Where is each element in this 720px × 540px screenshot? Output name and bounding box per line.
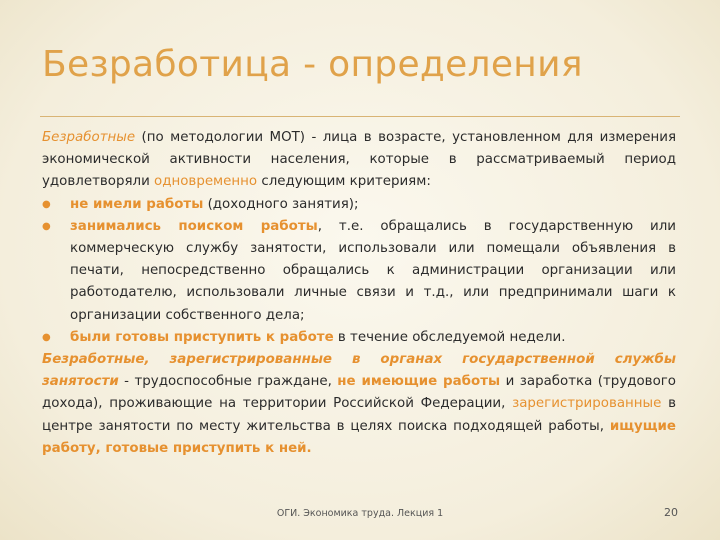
second-paragraph [42, 349, 676, 460]
list-item [42, 327, 676, 349]
bullet-text: , т.е. обращались в государственную или коммерческую службу занятости, использовали или помещали объявления в печати, непосредственно обращались к администрации организации или работодателю, использовали личные связи и т.д., или предпринимали шаги к организации собственного дела; [70, 218, 676, 323]
second-text-1: - трудоспособные граждане, [118, 374, 338, 390]
bullet-text: в течение обследуемой недели. [333, 329, 566, 345]
second-highlight-3: ищущие работу, готовые приступить к ней. [42, 418, 676, 456]
bullet-highlight: были готовы приступить к работе [70, 329, 334, 345]
bullet-icon: ● [42, 331, 51, 343]
list-item [42, 194, 676, 216]
intro-paragraph [42, 127, 676, 194]
second-highlight-1: не имеющие работы [337, 374, 501, 390]
bullet-icon: ● [42, 198, 51, 210]
second-text-3: в центре занятости по месту жительства в целях поиска подходящей работы, [42, 396, 676, 434]
intro-term: Безработные [42, 130, 136, 145]
bullet-icon: ● [42, 220, 51, 232]
slide-footer: ОГИ. Экономика труда. Лекция 1 [276, 508, 444, 519]
bullet-highlight: занимались поиском работы [70, 218, 318, 234]
intro-text-1: (по методологии МОТ) - лица в возрасте, установленном для измерения экономической активности населения, которые в рассматриваемый период удовлетворяли [42, 130, 676, 190]
page-title: Безработица - определения [42, 44, 583, 85]
intro-highlight: одновременно [154, 174, 258, 190]
list-item [42, 216, 676, 327]
page-number: 20 [664, 506, 678, 519]
second-text-2: и заработка (трудового дохода), проживающие на территории Российской Федерации, [42, 374, 676, 412]
bullet-highlight: не имели работы [70, 196, 204, 212]
title-divider [40, 116, 680, 117]
slide-body [42, 127, 676, 460]
intro-text-2: следующим критериям: [257, 174, 431, 190]
bullet-text: (доходного занятия); [203, 196, 359, 212]
second-highlight-2: зарегистрированные [512, 396, 662, 412]
second-term: Безработные, зарегистрированные в органах государственной службы занятости [42, 352, 676, 390]
